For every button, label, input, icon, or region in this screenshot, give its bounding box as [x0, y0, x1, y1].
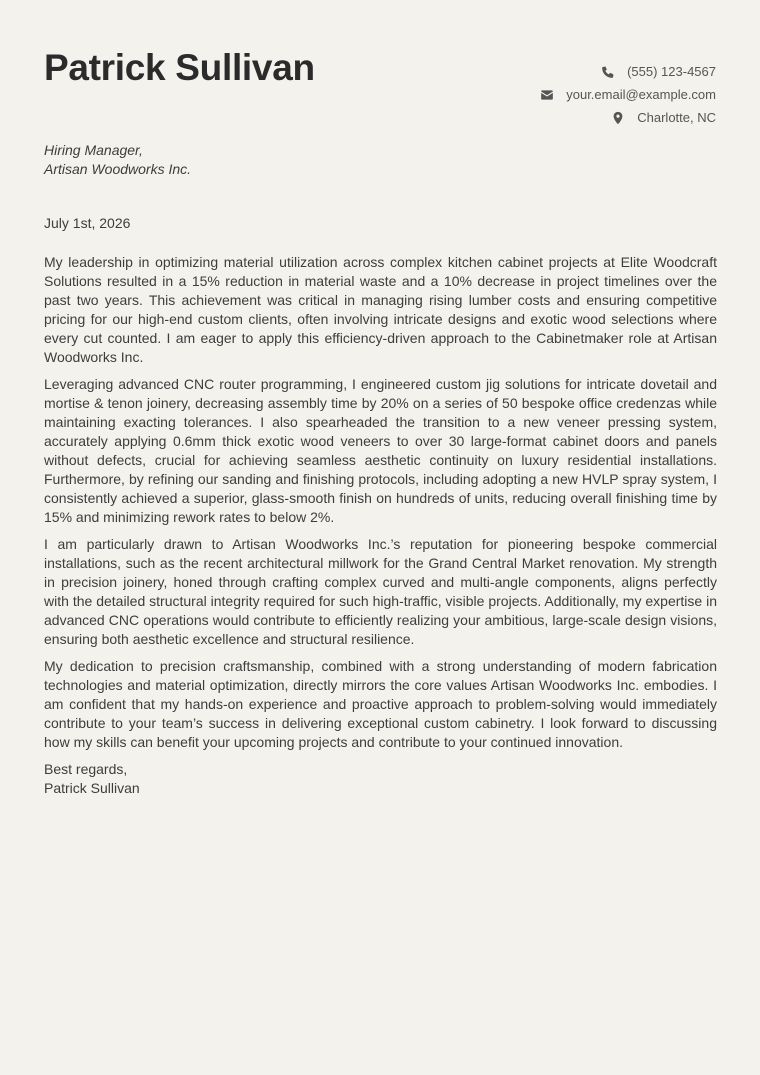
recipient-company: Artisan Woodworks Inc. [44, 161, 192, 177]
contact-info [540, 60, 716, 129]
closing-salutation: Best regards, [44, 761, 128, 777]
contact-email [540, 83, 716, 106]
letter-body [44, 253, 717, 798]
letter-header [44, 0, 716, 140]
map-pin-icon [611, 111, 625, 125]
location-text: Charlotte, NC [637, 110, 716, 125]
envelope-icon [540, 88, 554, 102]
contact-location [540, 106, 716, 129]
letter-date: July 1st, 2026 [44, 215, 131, 231]
body-paragraph: My leadership in optimizing material utilization across complex kitchen cabinet projects at Elite Woodcraft Solutions resulted in a 15% reduction in material waste and a 10% decrease in project timelines over the past two years. This achievement was critical in managing rising lumber costs and ensuring competitive pricing for our high-end custom clients, often involving intricate designs and exotic wood selections where every cut counted. I am eager to apply this efficiency-driven approach to the Cabinetmaker role at Artisan Woodworks Inc. [44, 254, 717, 365]
recipient-block [44, 141, 191, 179]
body-paragraph: Leveraging advanced CNC router programming, I engineered custom jig solutions for intricate dovetail and mortise & tenon joinery, decreasing assembly time by 20% on a series of 50 bespoke office credenzas while maintaining exacting tolerances. I also spearheaded the transition to a new veneer pressing system, accurately applying 0.6mm thick exotic wood veneers to over 30 large-format cabinet doors and panels without defects, crucial for achieving seamless aesthetic continuity on luxury residential installations. Furthermore, by refining our sanding and finishing protocols, including adopting a new HVLP spray system, I consistently achieved a superior, glass-smooth finish on hundreds of units, reducing overall finishing time by 15% and minimizing rework rates to below 2%. [44, 376, 717, 525]
applicant-name: Patrick Sullivan [44, 47, 315, 88]
phone-icon [601, 65, 615, 79]
body-paragraph: My dedication to precision craftsmanship, combined with a strong understanding of modern fabrication technologies and material optimization, directly mirrors the core values Artisan Woodworks Inc. embodies. I am confident that my hands-on experience and proactive approach to problem-solving would immediately contribute to your team’s success in delivering exceptional custom cabinetry. I look forward to discussing how my skills can benefit your upcoming projects and contribute to your continued innovation. [44, 658, 717, 750]
email-text: your.email@example.com [566, 87, 716, 102]
body-paragraph: I am particularly drawn to Artisan Woodworks Inc.’s reputation for pioneering bespoke commercial installations, such as the recent architectural millwork for the Grand Central Market renovation. My strength in precision joinery, honed through crafting complex curved and multi-angle components, aligns perfectly with the detailed structural integrity required for such high-traffic, visible projects. Additionally, my expertise in advanced CNC operations would contribute to efficiently realizing your ambitious, large-scale design visions, ensuring both aesthetic excellence and structural resilience. [44, 536, 717, 647]
recipient-title: Hiring Manager, [44, 142, 143, 158]
letter-closing [44, 760, 717, 798]
phone-text: (555) 123-4567 [627, 64, 716, 79]
closing-signature: Patrick Sullivan [44, 780, 140, 796]
contact-phone [540, 60, 716, 83]
